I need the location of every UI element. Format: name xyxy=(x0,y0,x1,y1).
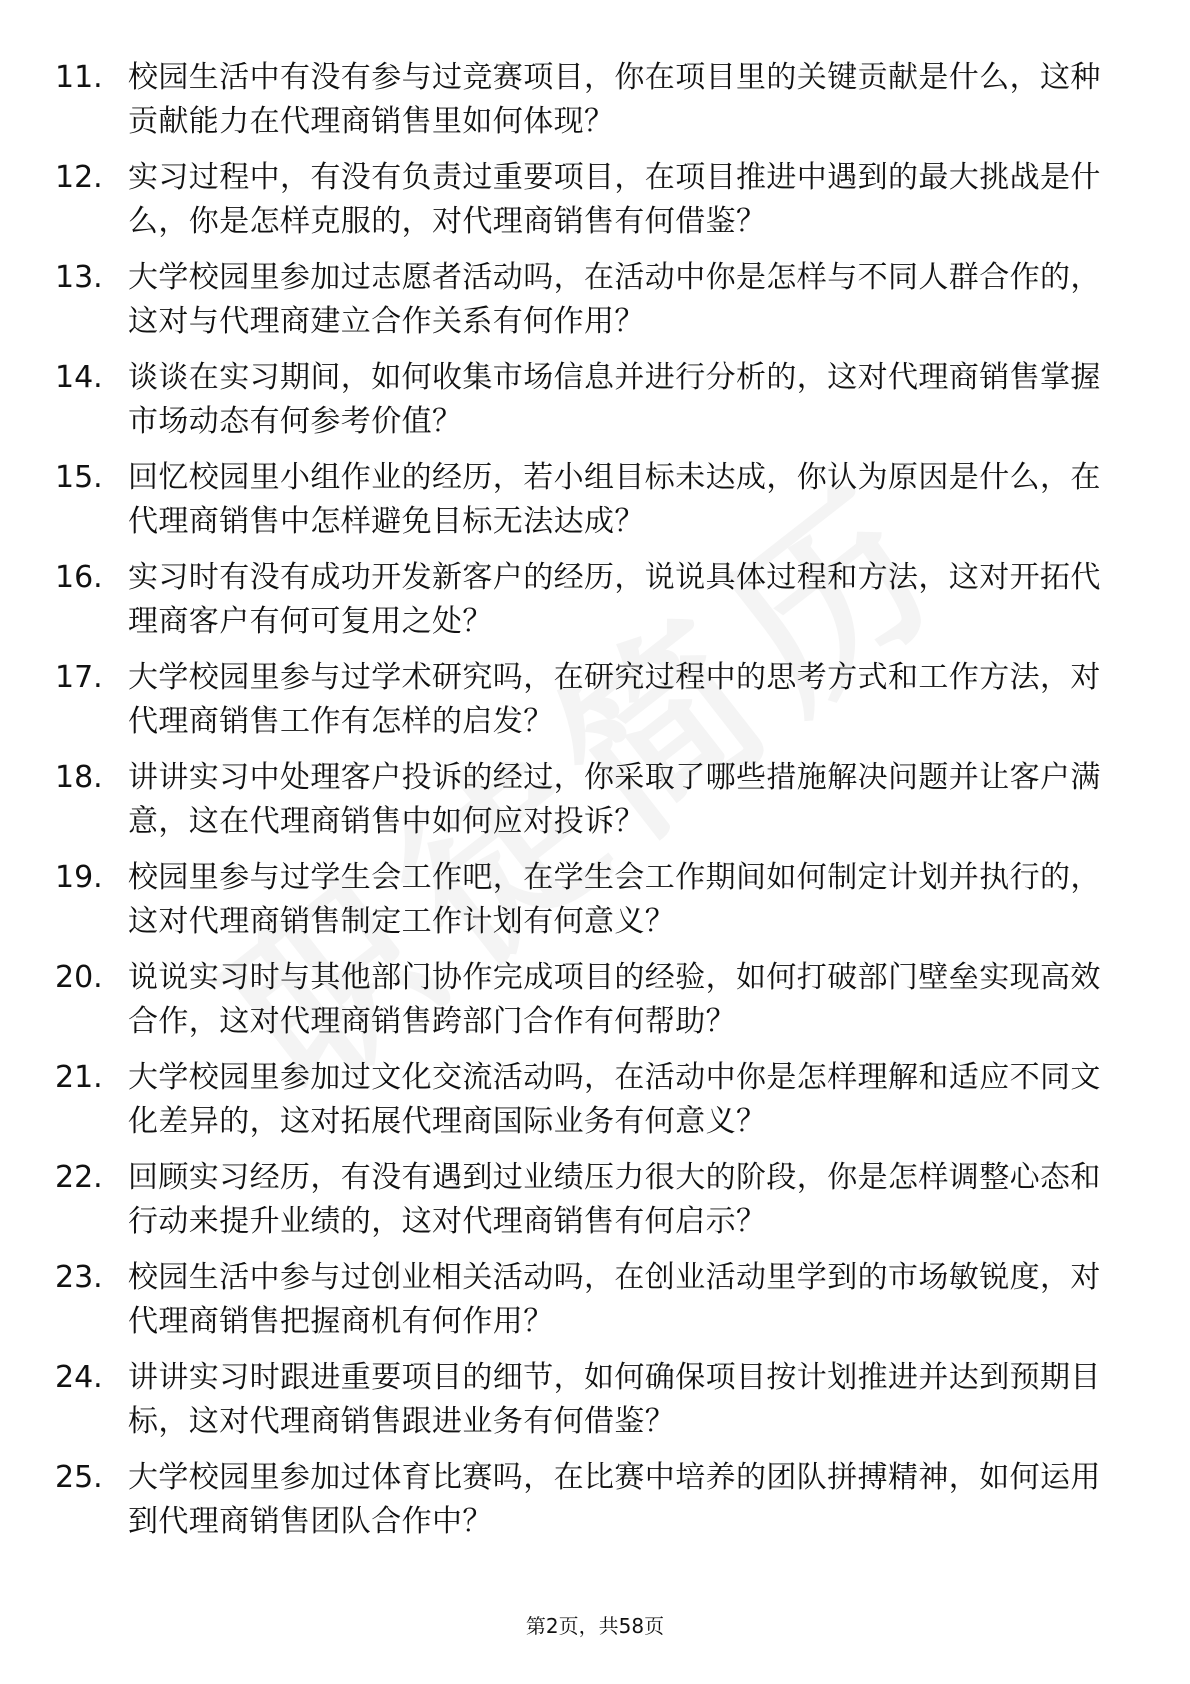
question-item xyxy=(0,948,1190,1048)
question-item xyxy=(0,648,1190,748)
question-text: 实习过程中，有没有负责过重要项目，在项目推进中遇到的最大挑战是什么，你是怎样克服的，对代理商销售有何借鉴？ xyxy=(128,160,1101,239)
question-item xyxy=(0,148,1190,248)
question-number: 13. xyxy=(55,260,103,295)
question-number: 24. xyxy=(55,1360,103,1395)
question-number: 17. xyxy=(55,660,103,695)
question-text: 校园生活中有没有参与过竞赛项目，你在项目里的关键贡献是什么，这种贡献能力在代理商销售里如何体现？ xyxy=(128,60,1101,139)
question-item xyxy=(0,1348,1190,1448)
question-number: 18. xyxy=(55,760,103,795)
question-item xyxy=(0,1148,1190,1248)
question-item xyxy=(0,1248,1190,1348)
question-number: 19. xyxy=(55,860,103,895)
question-number: 16. xyxy=(55,560,103,595)
question-text: 校园里参与过学生会工作吧，在学生会工作期间如何制定计划并执行的，这对代理商销售制定工作计划有何意义？ xyxy=(128,860,1101,939)
page-footer: 第2页，共58页 xyxy=(525,1614,665,1638)
question-number: 12. xyxy=(55,160,103,195)
question-item xyxy=(0,348,1190,448)
question-number: 14. xyxy=(55,360,103,395)
question-number: 21. xyxy=(55,1060,103,1095)
question-number: 22. xyxy=(55,1160,103,1195)
question-text: 谈谈在实习期间，如何收集市场信息并进行分析的，这对代理商销售掌握市场动态有何参考价值？ xyxy=(128,360,1101,439)
question-list xyxy=(0,48,1190,1548)
question-number: 20. xyxy=(55,960,103,995)
question-text: 说说实习时与其他部门协作完成项目的经验，如何打破部门壁垒实现高效合作，这对代理商销售跨部门合作有何帮助？ xyxy=(128,960,1101,1039)
question-item xyxy=(0,48,1190,148)
question-item xyxy=(0,1048,1190,1148)
question-text: 讲讲实习中处理客户投诉的经过，你采取了哪些措施解决问题并让客户满意，这在代理商销售中如何应对投诉？ xyxy=(128,760,1101,839)
question-text: 大学校园里参与过学术研究吗，在研究过程中的思考方式和工作方法，对代理商销售工作有怎样的启发？ xyxy=(128,660,1101,739)
question-text: 大学校园里参加过志愿者活动吗，在活动中你是怎样与不同人群合作的，这对与代理商建立合作关系有何作用？ xyxy=(128,260,1101,339)
question-item xyxy=(0,548,1190,648)
question-item xyxy=(0,748,1190,848)
question-number: 15. xyxy=(55,460,103,495)
question-text: 回顾实习经历，有没有遇到过业绩压力很大的阶段，你是怎样调整心态和行动来提升业绩的，这对代理商销售有何启示？ xyxy=(128,1160,1101,1239)
question-number: 11. xyxy=(55,60,103,95)
question-text: 大学校园里参加过体育比赛吗，在比赛中培养的团队拼搏精神，如何运用到代理商销售团队合作中？ xyxy=(128,1460,1101,1539)
question-text: 大学校园里参加过文化交流活动吗，在活动中你是怎样理解和适应不同文化差异的，这对拓展代理商国际业务有何意义？ xyxy=(128,1060,1101,1139)
question-text: 校园生活中参与过创业相关活动吗，在创业活动里学到的市场敏锐度，对代理商销售把握商机有何作用？ xyxy=(128,1260,1101,1339)
question-number: 25. xyxy=(55,1460,103,1495)
question-item xyxy=(0,248,1190,348)
question-item xyxy=(0,448,1190,548)
question-item xyxy=(0,1448,1190,1548)
question-text: 回忆校园里小组作业的经历，若小组目标未达成，你认为原因是什么，在代理商销售中怎样避免目标无法达成？ xyxy=(128,460,1101,539)
question-text: 讲讲实习时跟进重要项目的细节，如何确保项目按计划推进并达到预期目标，这对代理商销售跟进业务有何借鉴？ xyxy=(128,1360,1101,1439)
question-item xyxy=(0,848,1190,948)
question-number: 23. xyxy=(55,1260,103,1295)
question-text: 实习时有没有成功开发新客户的经历，说说具体过程和方法，这对开拓代理商客户有何可复用之处？ xyxy=(128,560,1101,639)
